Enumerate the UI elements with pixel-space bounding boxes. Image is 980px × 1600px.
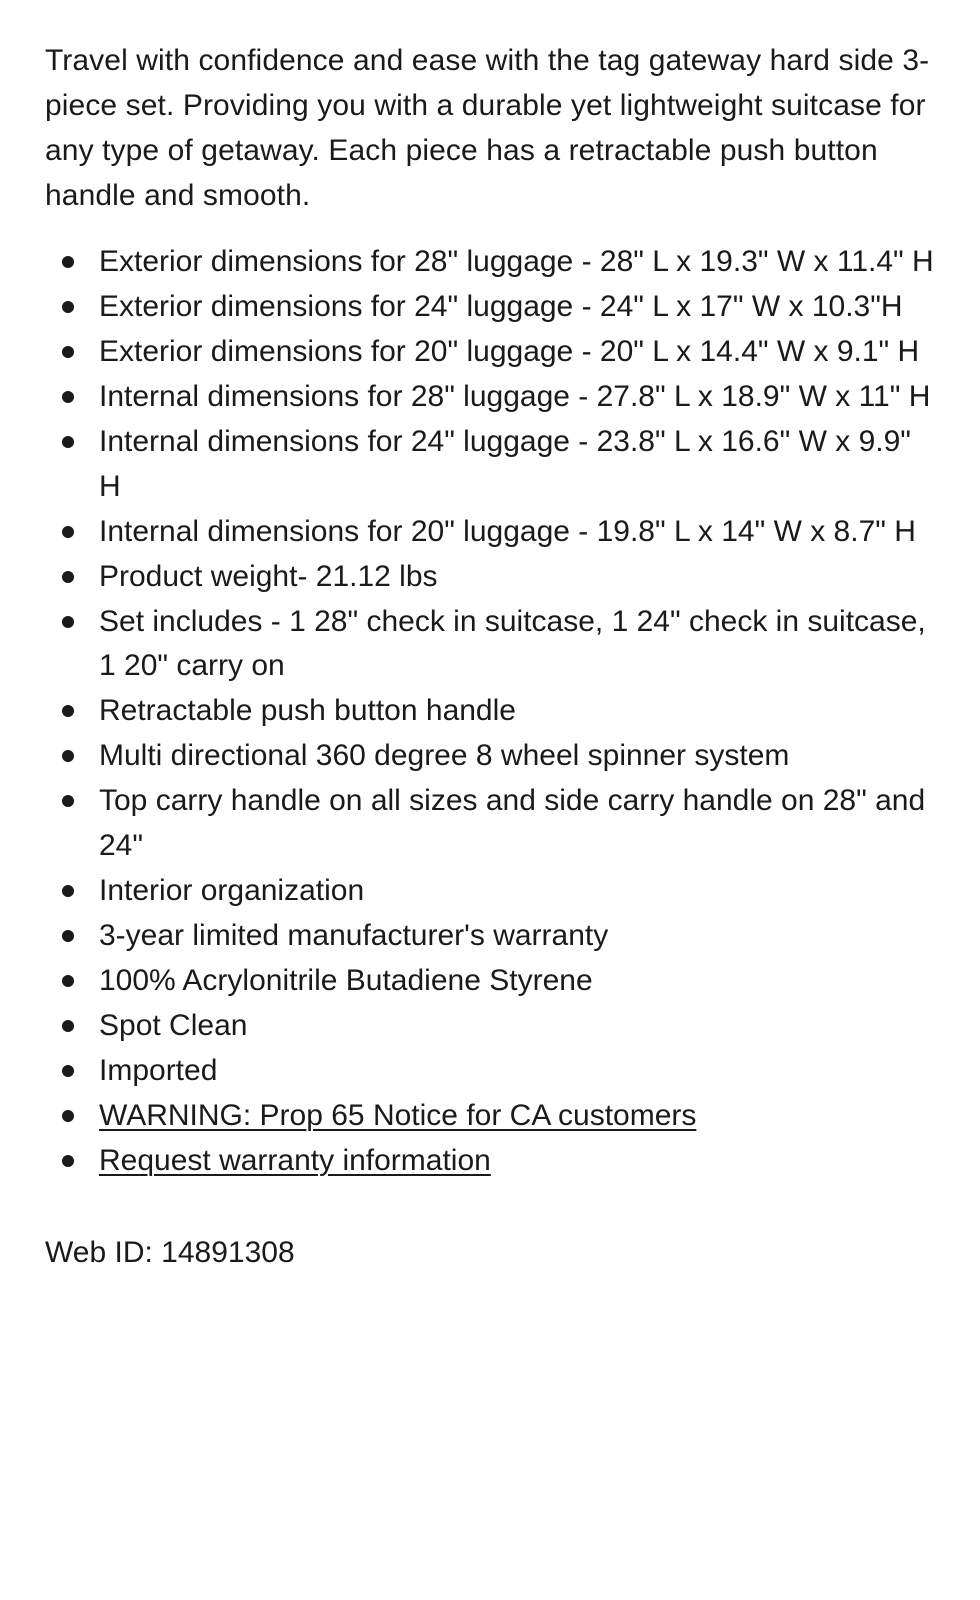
feature-item [45,555,935,600]
feature-text: Multi directional 360 degree 8 wheel spinner system [99,739,790,772]
feature-text: Internal dimensions for 28" luggage - 27.8" L x 18.9" W x 11" H [99,380,931,413]
feature-item [45,510,935,555]
feature-text: Retractable push button handle [99,694,516,727]
feature-text: Exterior dimensions for 28" luggage - 28" L x 19.3" W x 11.4" H [99,245,934,278]
feature-text: Exterior dimensions for 20" luggage - 20" L x 14.4" W x 9.1" H [99,335,920,368]
feature-text: Internal dimensions for 24" luggage - 23.8" L x 16.6" W x 9.9" H [99,425,911,503]
feature-item [45,240,935,285]
bullet-icon [62,436,74,448]
feature-item [45,914,935,959]
bullet-icon [62,256,74,268]
feature-text: 100% Acrylonitrile Butadiene Styrene [99,963,593,997]
feature-item [45,689,935,734]
bullet-icon [62,391,74,403]
feature-text: Set includes - 1 28" check in suitcase, 1 24" check in suitcase, 1 20" carry on [99,604,926,682]
feature-item [45,1094,935,1139]
feature-text: Interior organization [99,873,365,907]
bullet-icon [62,571,74,583]
feature-item [45,959,935,1004]
request-warranty-link[interactable]: Request warranty information [99,1143,491,1177]
feature-item [45,734,935,779]
bullet-icon [62,526,74,538]
bullet-icon [62,795,74,807]
feature-item [45,420,935,509]
bullet-icon [62,975,74,987]
feature-text: Spot Clean [99,1008,248,1042]
feature-item [45,330,935,375]
bullet-icon [62,1155,74,1167]
feature-item [45,869,935,914]
bullet-icon [62,705,74,717]
feature-item [45,779,935,868]
feature-item [45,375,935,420]
bullet-icon [62,1065,74,1077]
web-id: Web ID: 14891308 [45,1236,295,1269]
feature-item [45,1139,935,1184]
feature-item [45,285,935,330]
feature-text: Product weight- 21.12 lbs [99,559,438,593]
bullet-icon [62,346,74,358]
bullet-icon [62,930,74,942]
prop65-warning-link[interactable]: WARNING: Prop 65 Notice for CA customers [99,1098,697,1132]
feature-text: Top carry handle on all sizes and side carry handle on 28" and 24" [99,784,926,862]
feature-text: Exterior dimensions for 24" luggage - 24" L x 17" W x 10.3"H [99,290,903,323]
bullet-icon [62,750,74,762]
feature-text: Imported [99,1053,218,1087]
bullet-icon [62,301,74,313]
feature-text: Internal dimensions for 20" luggage - 19.8" L x 14" W x 8.7" H [99,514,916,548]
bullet-icon [62,1110,74,1122]
feature-text: 3-year limited manufacturer's warranty [99,918,609,952]
bullet-icon [62,1020,74,1032]
product-description: Travel with confidence and ease with the tag gateway hard side 3-piece set. Providing you with a durable yet lightweight suitcase for any type of getaway. Each piece has a retractable push button handle and smooth. [45,44,930,212]
feature-item [45,1004,935,1049]
feature-item [45,1049,935,1094]
feature-item [45,600,935,689]
feature-list [45,240,935,1183]
bullet-icon [62,616,74,628]
bullet-icon [62,885,74,897]
